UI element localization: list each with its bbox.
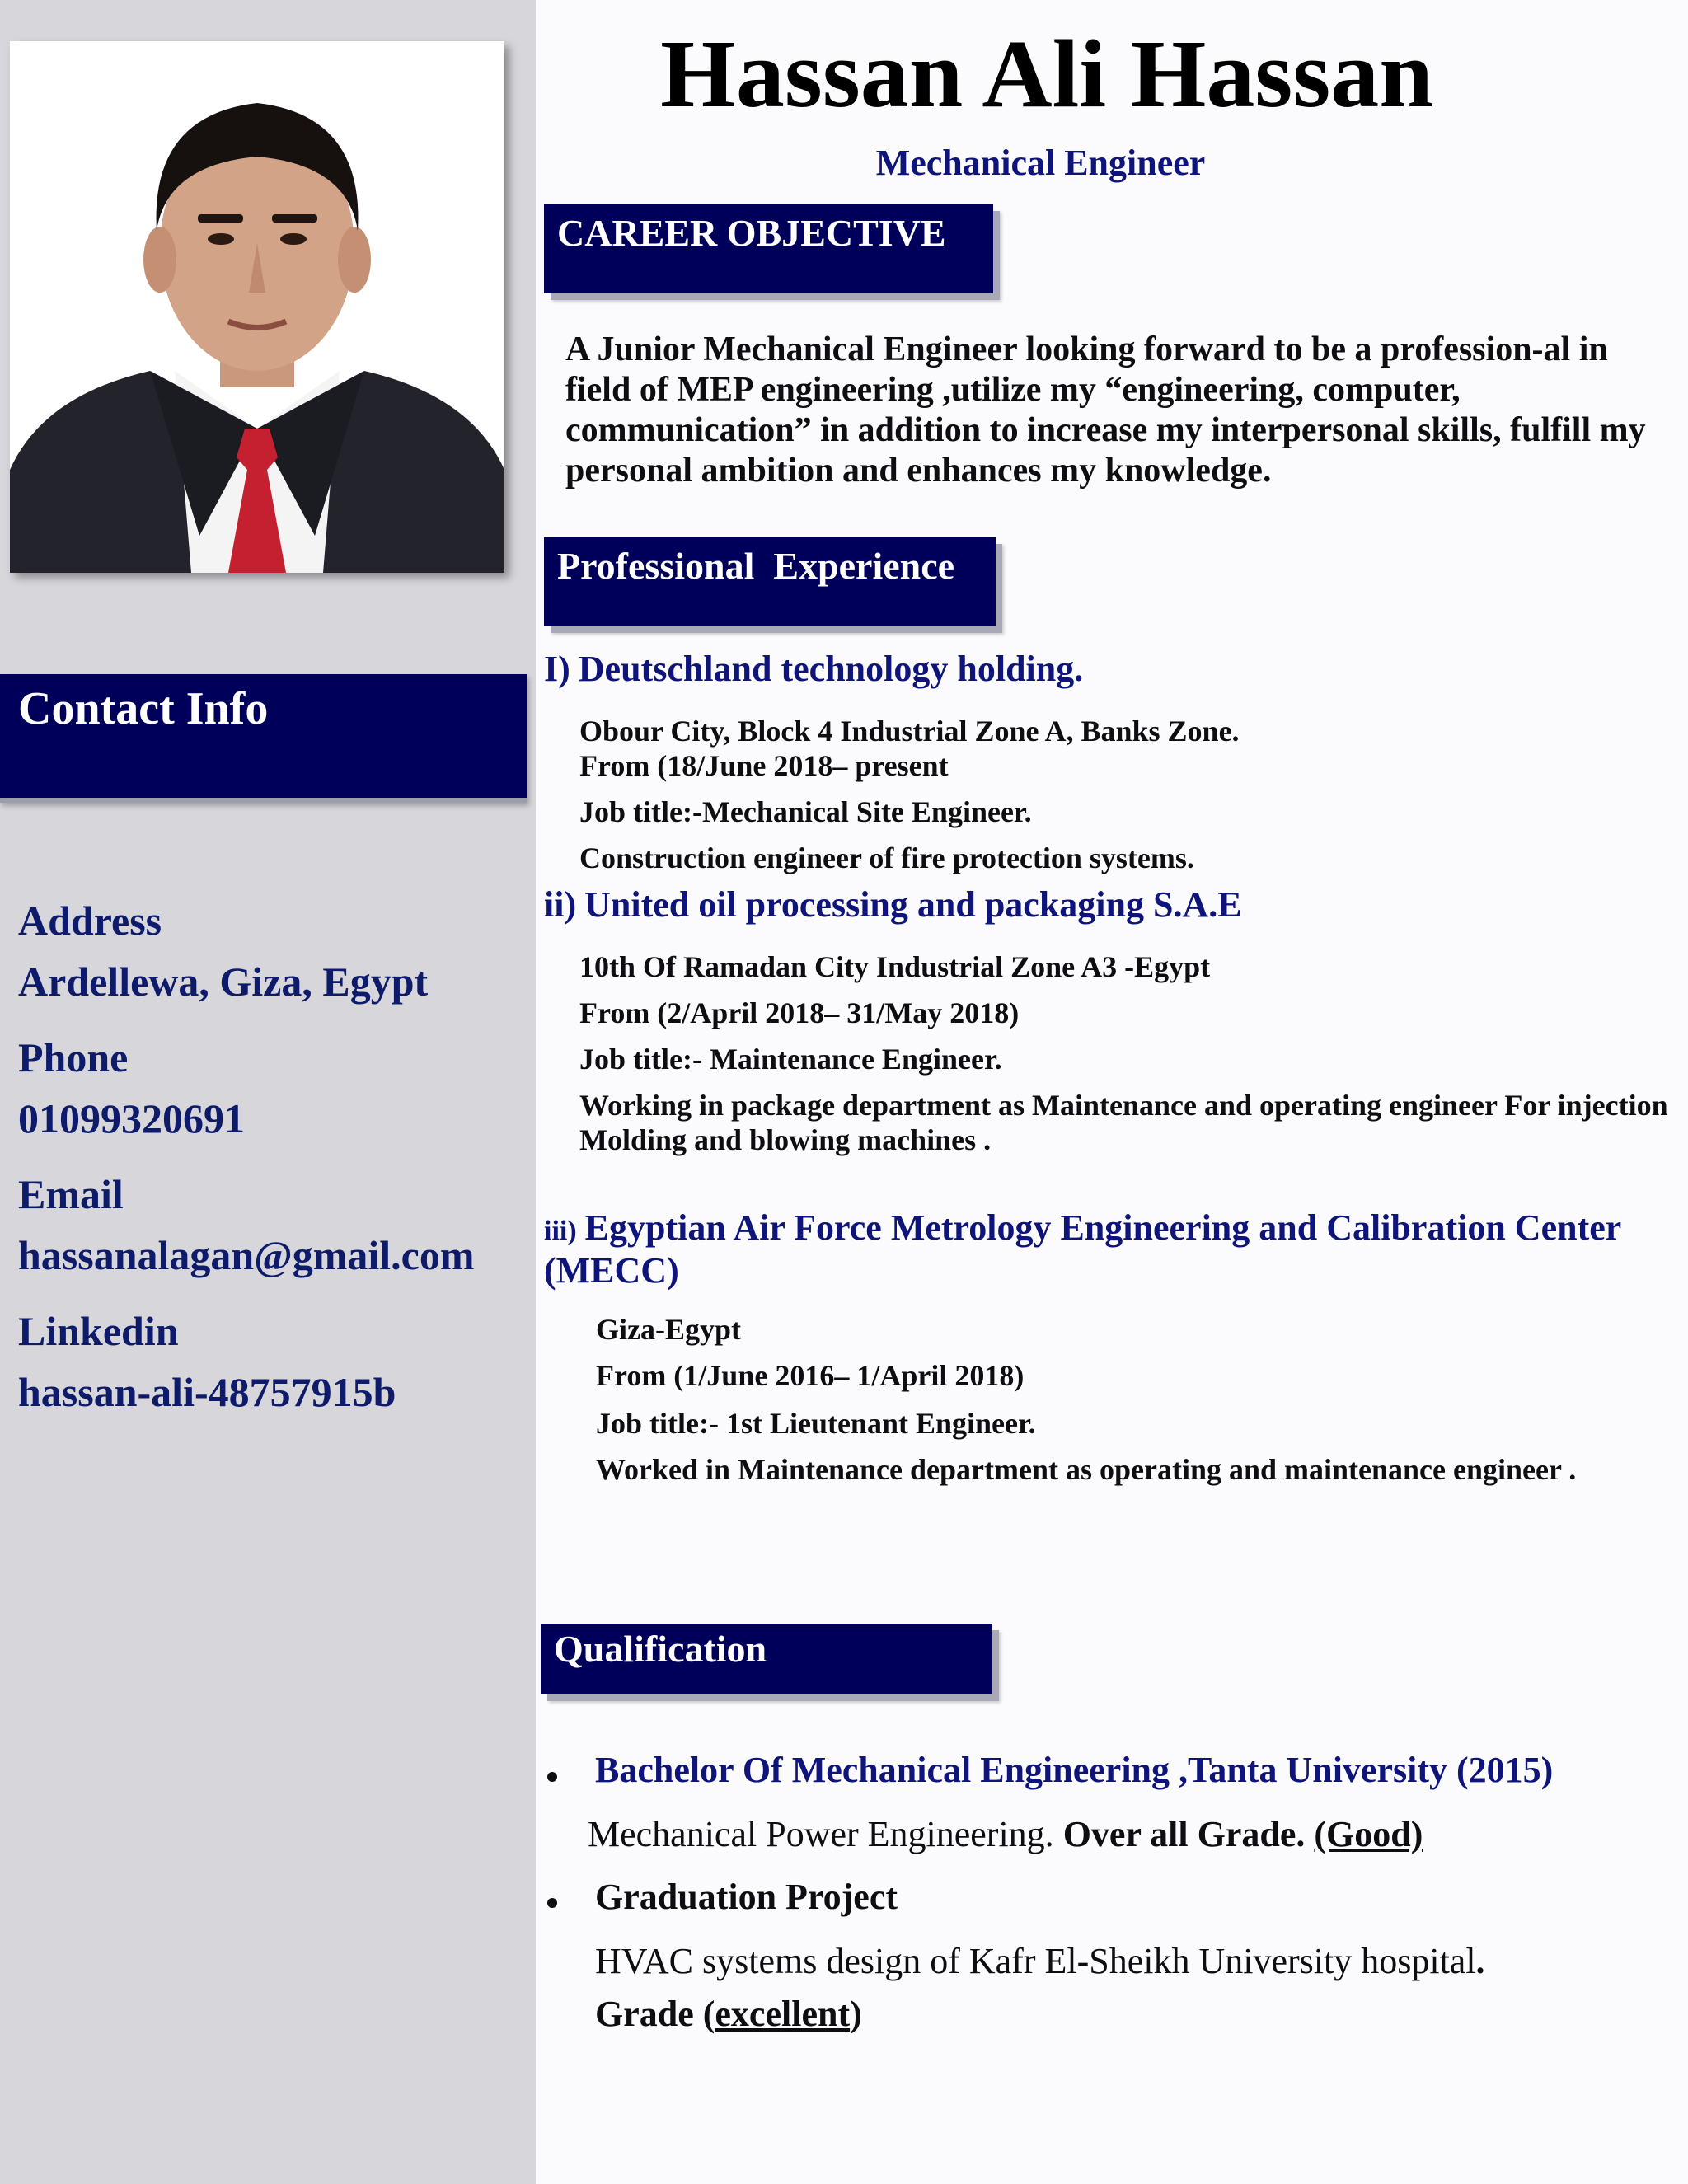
job-1-period: From (18/June 2018– present [579,749,949,782]
candidate-name: Hassan Ali Hassan [660,20,1433,128]
job-title-subtitle: Mechanical Engineer [875,143,1206,183]
project-description-text: HVAC systems design of Kafr El-Sheikh University hospital [595,1941,1476,1981]
degree-major: Mechanical Power Engineering. [588,1814,1054,1854]
job-2-company [544,883,1242,926]
address-value: Ardellewa, Giza, Egypt [18,958,429,1005]
project-grade-value: excellent [715,1994,851,2034]
email-label: Email [18,1171,124,1217]
job-2-number: ii) [544,884,577,925]
job-2-period: From (2/April 2018– 31/May 2018) [579,996,1020,1029]
job-2-company-name: United oil processing and packaging S.A.E [584,884,1242,925]
email-value[interactable]: hassanalagan@gmail.com [18,1232,475,1278]
project-description-end: . [1475,1941,1485,1981]
degree-details [588,1813,1423,1855]
job-3-location: Giza-Egypt [596,1313,741,1346]
linkedin-label: Linkedin [18,1308,179,1354]
job-3-period: From (1/June 2016– 1/April 2018) [596,1359,1025,1392]
job-1-number: I) [544,649,570,689]
experience-header [544,537,996,626]
job-3-number: iii) [544,1216,577,1246]
job-2-description: Working in package department as Maintenance and operating engineer For injection Molding and blowing machines . [579,1089,1668,1156]
experience-heading: Professional Experience [557,545,955,587]
job-1-location: Obour City, Block 4 Industrial Zone A, Banks Zone. [579,715,1240,748]
job-1-description: Construction engineer of fire protection systems. [579,841,1194,874]
linkedin-value[interactable]: hassan-ali-48757915b [18,1369,396,1415]
job-3-company-name: Egyptian Air Force Metrology Engineering and Calibration Center (MECC) [544,1207,1621,1291]
job-3-title: Job title:- 1st Lieutenant Engineer. [596,1407,1036,1440]
graduation-project-description [595,1940,1485,1982]
job-1-company [544,648,1083,690]
career-objective-header [544,204,993,293]
project-grade-label: Grade ( [595,1994,715,2034]
contact-list [18,890,529,1422]
project-bullet-icon [547,1898,557,1908]
graduation-project-grade [595,1993,862,2035]
graduation-project-title: Graduation Project [595,1877,898,1917]
job-3-company [544,1208,1673,1291]
career-objective-heading: CAREER OBJECTIVE [557,212,946,254]
address-label: Address [18,898,162,944]
qualification-heading: Qualification [554,1628,767,1670]
phone-value[interactable]: 01099320691 [18,1095,245,1141]
project-grade-close: ) [850,1994,862,2034]
qualification-header [541,1624,992,1694]
career-objective-text: A Junior Mechanical Engineer looking forward to be a profession-al in field of MEP engineering ,utilize my “engineering, computer, communication” in addition to increase my interpersonal skills, fulfill my personal ambition and enhances my knowledge. [565,330,1646,490]
degree-grade: (Good) [1314,1814,1423,1854]
job-1-company-name: Deutschland technology holding. [578,649,1084,689]
degree-grade-label: Over all Grade. [1062,1814,1306,1854]
job-2-title: Job title:- Maintenance Engineer. [579,1043,1002,1076]
phone-label: Phone [18,1034,129,1080]
job-3-description: Worked in Maintenance department as operating and maintenance engineer . [596,1453,1577,1486]
job-2-location: 10th Of Ramadan City Industrial Zone A3 -Egypt [579,950,1211,983]
contact-info-title: Contact Info [18,683,269,734]
job-1-title: Job title:-Mechanical Site Engineer. [579,795,1032,828]
degree-bullet-icon [547,1772,557,1782]
degree-title: Bachelor Of Mechanical Engineering ,Tanta University (2015) [595,1750,1554,1790]
